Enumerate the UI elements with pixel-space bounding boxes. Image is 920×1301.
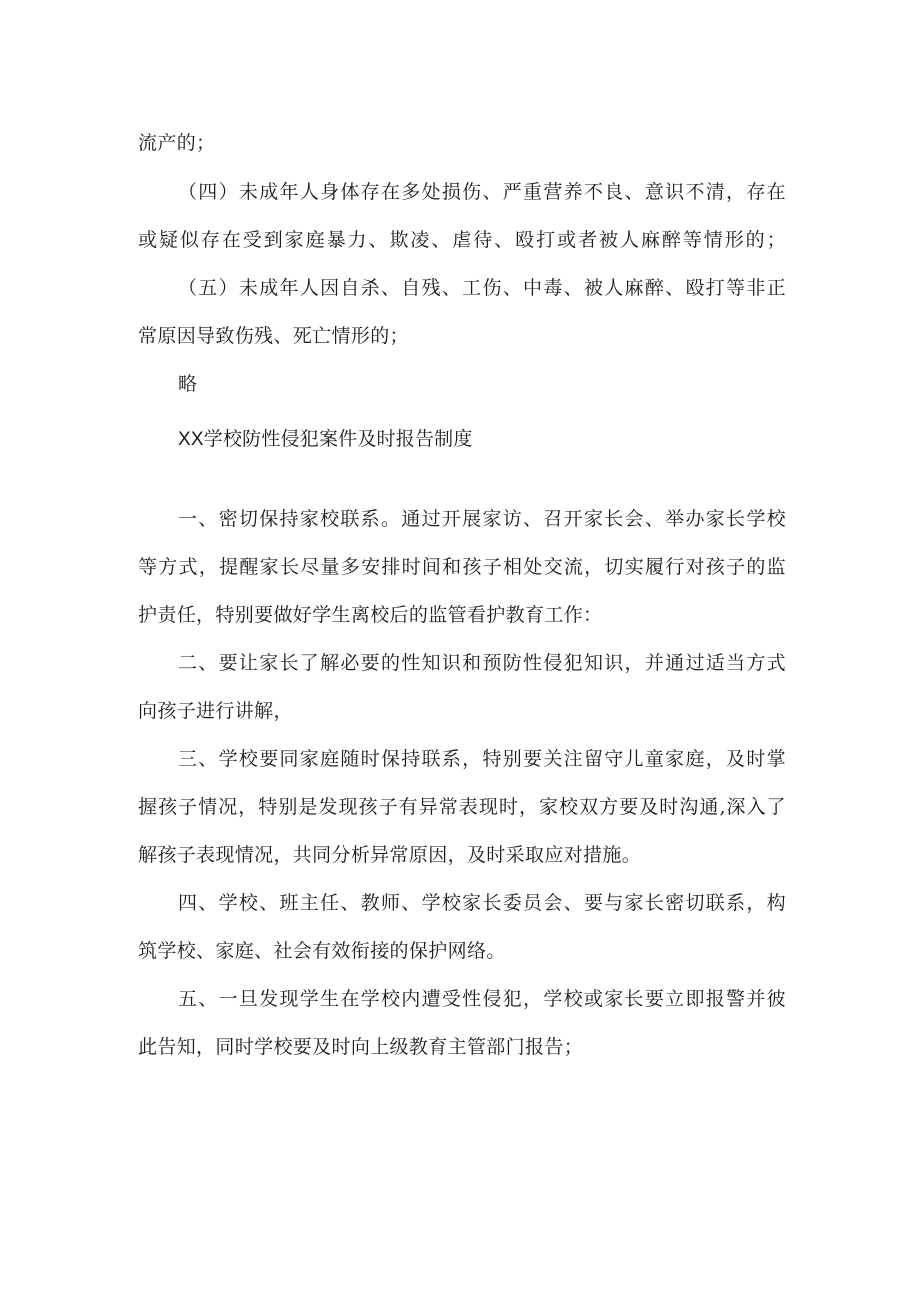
rule-1-line-3: 护责任，特别要做好学生离校后的监管看护教育工作：: [138, 604, 603, 626]
omitted-marker: 略: [178, 373, 198, 395]
rule-1-line-2: 等方式，提醒家长尽量多安排时间和孩子相处交流，切实履行对孩子的监: [138, 556, 786, 578]
item-5-line-2: 常原因导致伤残、死亡情形的；: [138, 325, 409, 347]
rule-5-line-2: 此告知，同时学校要及时向上级教育主管部门报告；: [138, 1036, 584, 1058]
rule-3-line-1: 三、学校要同家庭随时保持联系，特别要关注留守儿童家庭，及时掌: [178, 748, 786, 770]
rule-2-line-1: 二、要让家长了解必要的性知识和预防性侵犯知识，并通过适当方式: [178, 652, 786, 674]
rule-4-line-2: 筑学校、家庭、社会有效衔接的保护网络。: [138, 940, 506, 962]
item-5-line-1: （五）未成年人因自杀、自残、工伤、中毒、被人麻醉、殴打等非正: [178, 277, 786, 299]
rule-3-line-2: 握孩子情况，特别是发现孩子有异常表现时，家校双方要及时沟通,深入了: [138, 796, 786, 818]
rule-4-line-1: 四、学校、班主任、教师、学校家长委员会、要与家长密切联系，构: [178, 892, 786, 914]
item-4-line-1: （四）未成年人身体存在多处损伤、严重营养不良、意识不清，存在: [178, 181, 786, 203]
rule-2-line-2: 向孩子进行讲解，: [138, 700, 293, 722]
continuation-line: 流产的；: [138, 132, 216, 154]
rule-5-line-1: 五、一旦发现学生在学校内遭受性侵犯，学校或家长要立即报警并彼: [178, 988, 786, 1010]
item-4-line-2: 或疑似存在受到家庭暴力、欺凌、虐待、殴打或者被人麻醉等情形的；: [138, 229, 786, 251]
document-title: XX学校防性侵犯案件及时报告制度: [178, 429, 473, 450]
rule-1-line-1: 一、密切保持家校联系。通过开展家访、召开家长会、举办家长学校: [178, 508, 786, 530]
rule-3-line-3: 解孩子表现情况，共同分析异常原因，及时采取应对措施。: [138, 844, 642, 866]
